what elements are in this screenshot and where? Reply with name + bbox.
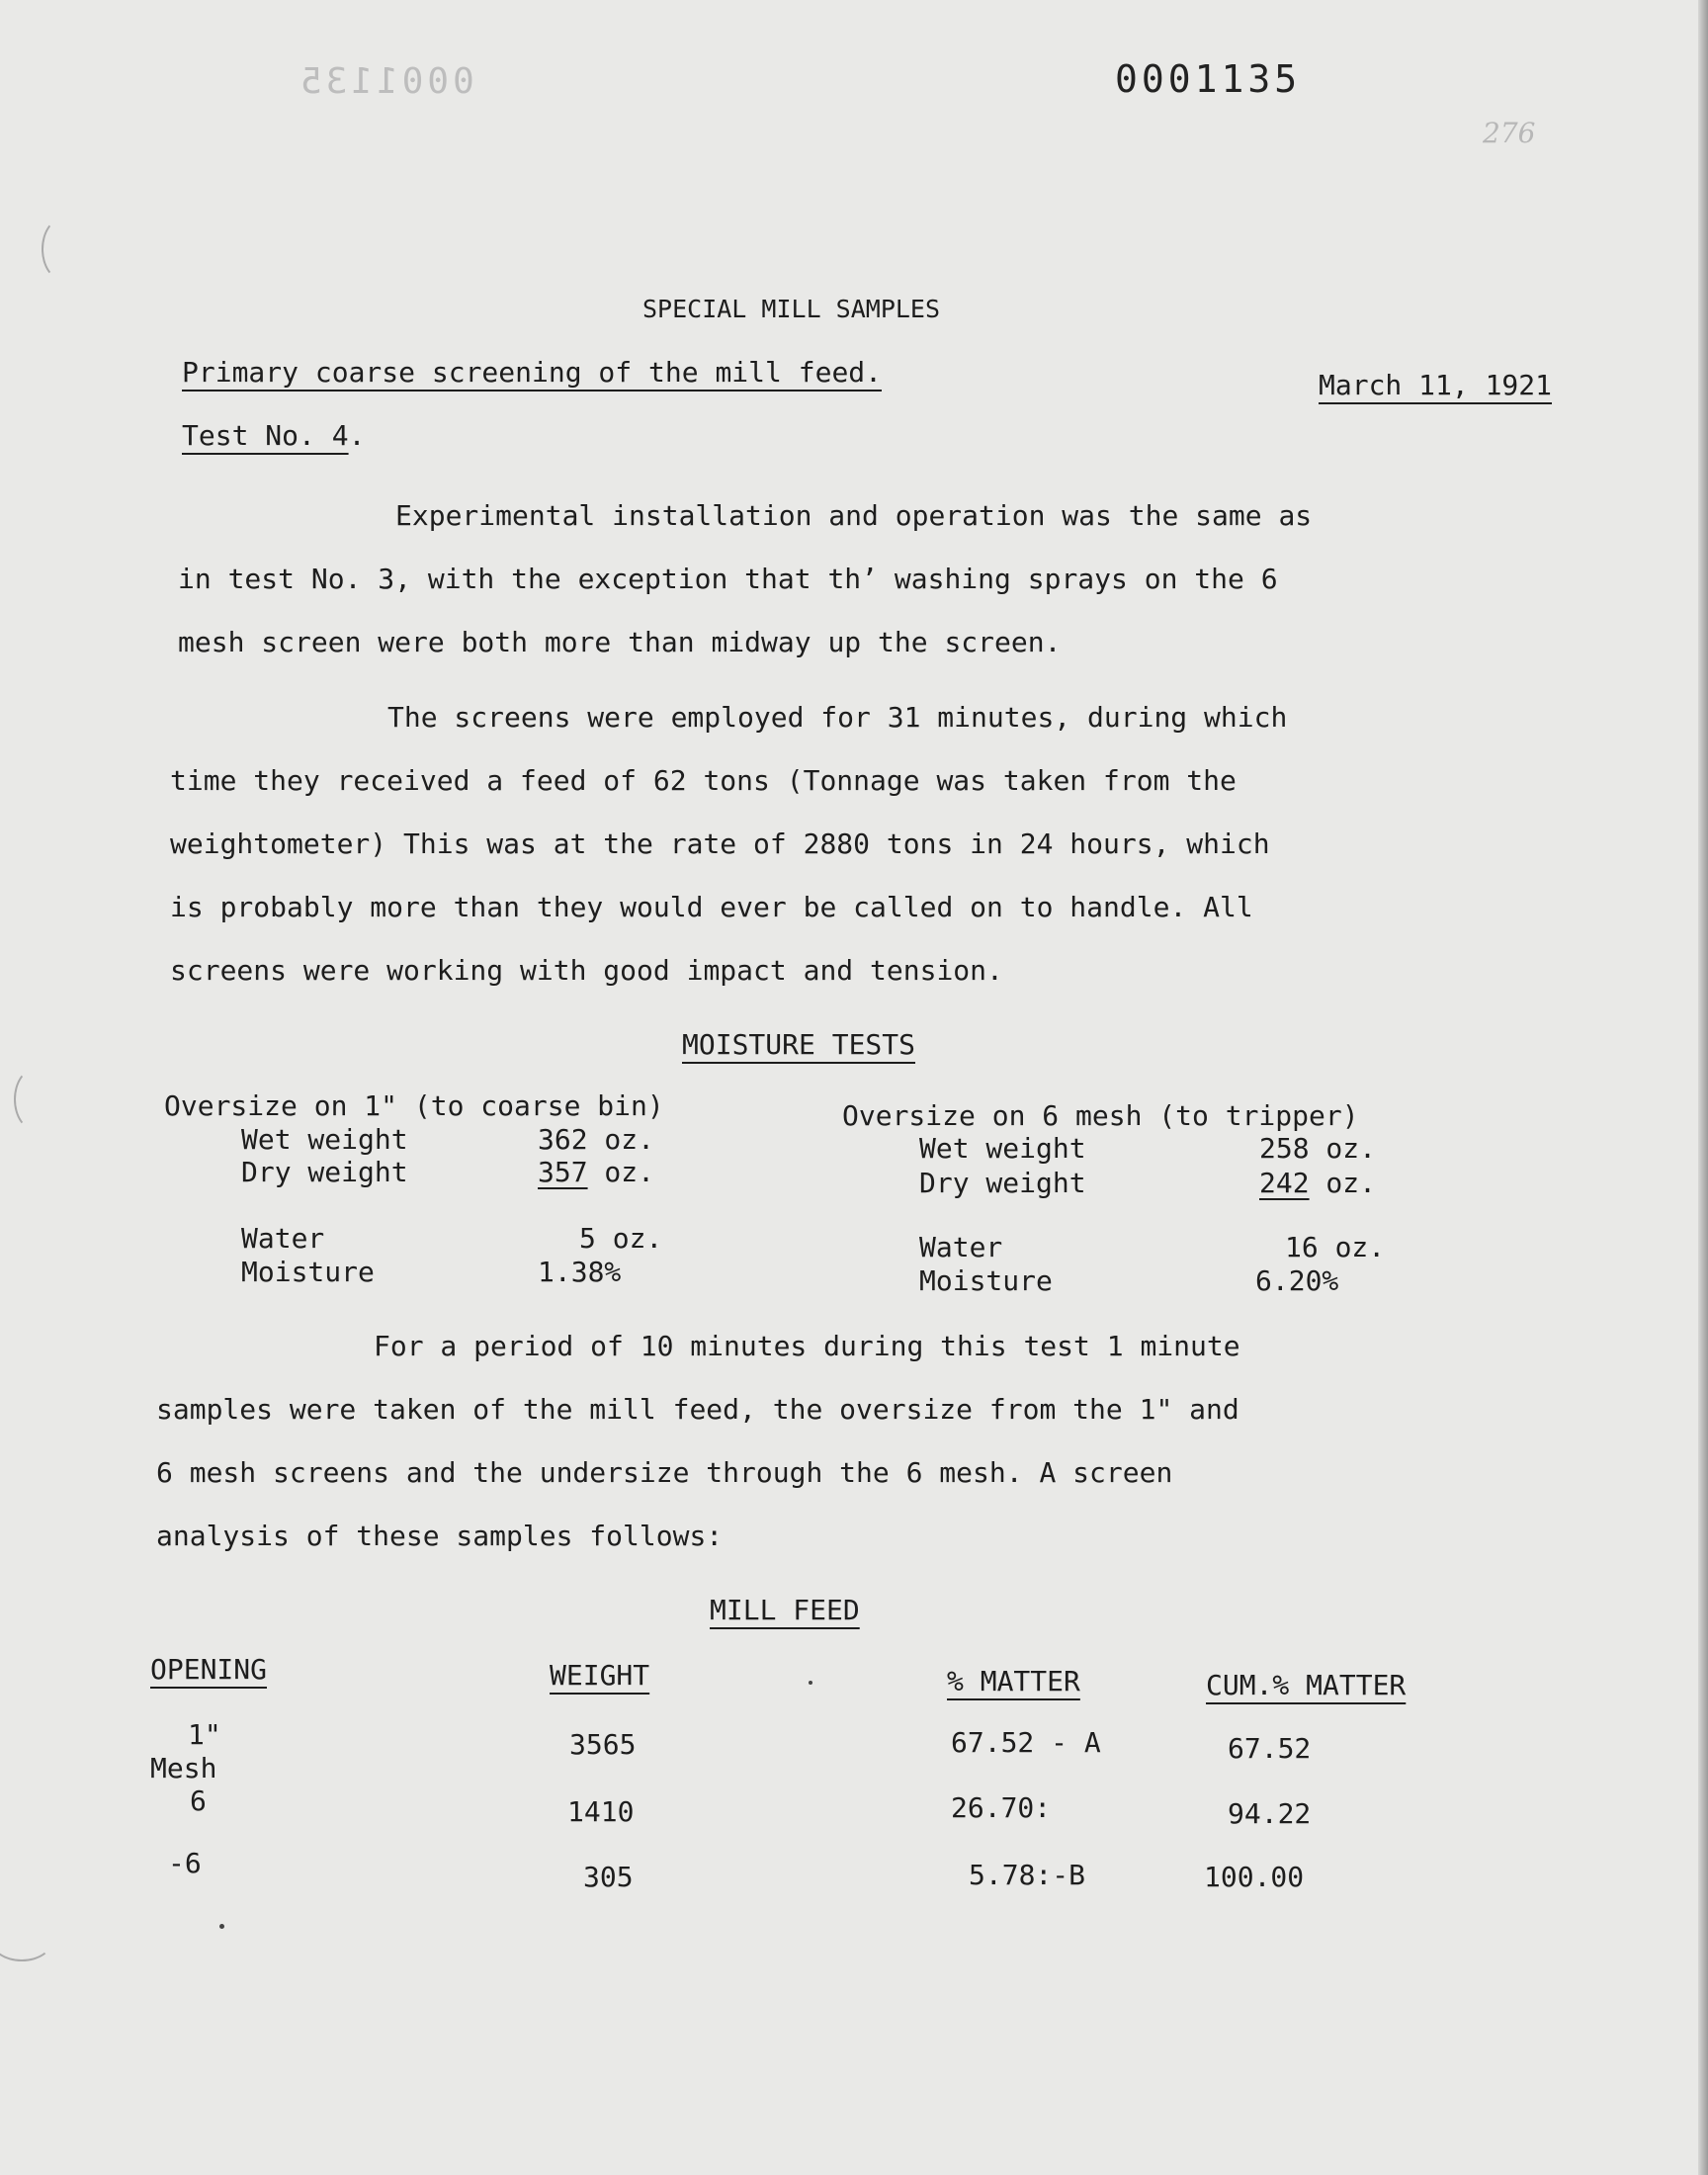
paragraph-line: analysis of these samples follows: [156, 1520, 724, 1552]
mesh-label: Mesh [150, 1752, 217, 1784]
moisture-left-title: Oversize on 1" (to coarse bin) [164, 1089, 664, 1122]
water-value: 5 oz. [579, 1222, 663, 1255]
weight-cell: 3565 [569, 1728, 637, 1761]
dry-weight-number: 357 [538, 1156, 588, 1188]
pct-matter-cell: 26.70: [951, 1791, 1052, 1824]
moisture-left-water [241, 1222, 662, 1255]
wet-weight-value: 362 oz. [538, 1123, 655, 1156]
wet-weight-label: Wet weight [919, 1132, 1086, 1165]
moisture-right-dry [919, 1167, 1376, 1199]
document-date: March 11, 1921 [1319, 369, 1553, 401]
dry-weight-unit: oz. [587, 1156, 655, 1188]
paragraph-line: samples were taken of the mill feed, the oversize from the 1" and [156, 1393, 1239, 1426]
moisture-right-wet [919, 1132, 1376, 1165]
test-number-label: Test No. 4 [182, 419, 349, 452]
test-number-period: . [348, 419, 366, 452]
paragraph-2 [170, 686, 1287, 1002]
dry-weight-label: Dry weight [919, 1167, 1086, 1199]
cum-matter-cell: 94.22 [1228, 1797, 1312, 1830]
paragraph-line: screens were working with good impact and tension. [170, 954, 1003, 987]
paragraph-line: time they received a feed of 62 tons (Tonnage was taken from the [170, 764, 1237, 797]
paragraph-line: For a period of 10 minutes during this test 1 minute [374, 1330, 1240, 1362]
dry-weight-label: Dry weight [241, 1156, 408, 1188]
mill-feed-heading: MILL FEED [710, 1594, 860, 1626]
water-value: 16 oz. [1285, 1231, 1386, 1263]
document-subject: Primary coarse screening of the mill feed. [182, 356, 883, 389]
paragraph-line: Experimental installation and operation was the same as [395, 499, 1313, 532]
moisture-value: 1.38% [538, 1256, 622, 1288]
dry-weight-unit: oz. [1309, 1167, 1377, 1199]
paragraph-3 [156, 1315, 1240, 1568]
weight-cell: 305 [583, 1861, 634, 1893]
ink-speck [809, 1681, 812, 1685]
paragraph-line: in test No. 3, with the exception that th’ washing sprays on the 6 [178, 563, 1278, 595]
document-number: 0001135 [1115, 57, 1302, 101]
paragraph-line: weightometer) This was at the rate of 2880 tons in 24 hours, which [170, 827, 1270, 860]
water-label: Water [919, 1231, 1003, 1263]
hole-punch-mark [42, 218, 85, 281]
moisture-left-moisture [241, 1256, 621, 1288]
paragraph-line: The screens were employed for 31 minutes, during which [387, 701, 1288, 734]
bleed-through-number: 0001135 [297, 61, 474, 102]
moisture-tests-heading: MOISTURE TESTS [682, 1028, 916, 1061]
paragraph-line: is probably more than they would ever be called on to handle. All [170, 891, 1253, 923]
page-mark: 276 [1483, 117, 1536, 149]
moisture-label: Moisture [919, 1264, 1053, 1297]
moisture-right-water [919, 1231, 1385, 1263]
moisture-left-dry [241, 1156, 654, 1188]
dry-weight-number: 242 [1259, 1167, 1310, 1199]
opening-cell: -6 [168, 1847, 202, 1879]
pct-matter-cell: 5.78:-B [969, 1859, 1086, 1891]
cum-matter-cell: 100.00 [1204, 1861, 1305, 1893]
water-label: Water [241, 1222, 325, 1255]
moisture-right-moisture [919, 1264, 1338, 1297]
wet-weight-value: 258 oz. [1259, 1132, 1377, 1165]
paragraph-line: 6 mesh screens and the undersize through the 6 mesh. A screen [156, 1456, 1173, 1489]
pct-matter-cell: 67.52 - A [951, 1726, 1101, 1759]
column-header-opening: OPENING [150, 1653, 268, 1686]
column-header-cum-matter: CUM.% MATTER [1206, 1669, 1407, 1701]
paragraph-1 [178, 484, 1312, 674]
moisture-right-title: Oversize on 6 mesh (to tripper) [842, 1099, 1359, 1132]
paragraph-line: mesh screen were both more than midway up the screen. [178, 626, 1062, 658]
ink-speck [219, 1924, 224, 1929]
hole-punch-mark [14, 1068, 57, 1131]
moisture-left-wet [241, 1123, 654, 1156]
test-number [182, 419, 365, 452]
opening-cell: 1" [188, 1718, 221, 1751]
hole-punch-mark [0, 1918, 53, 1961]
scan-edge-shadow [1698, 0, 1708, 2175]
column-header-weight: WEIGHT [550, 1659, 650, 1692]
wet-weight-label: Wet weight [241, 1123, 408, 1156]
moisture-value: 6.20% [1255, 1264, 1339, 1297]
document-heading: SPECIAL MILL SAMPLES [642, 295, 941, 323]
moisture-label: Moisture [241, 1256, 375, 1288]
weight-cell: 1410 [567, 1795, 635, 1828]
opening-cell: 6 [190, 1784, 207, 1817]
cum-matter-cell: 67.52 [1228, 1732, 1312, 1765]
column-header-pct-matter: % MATTER [947, 1665, 1080, 1697]
